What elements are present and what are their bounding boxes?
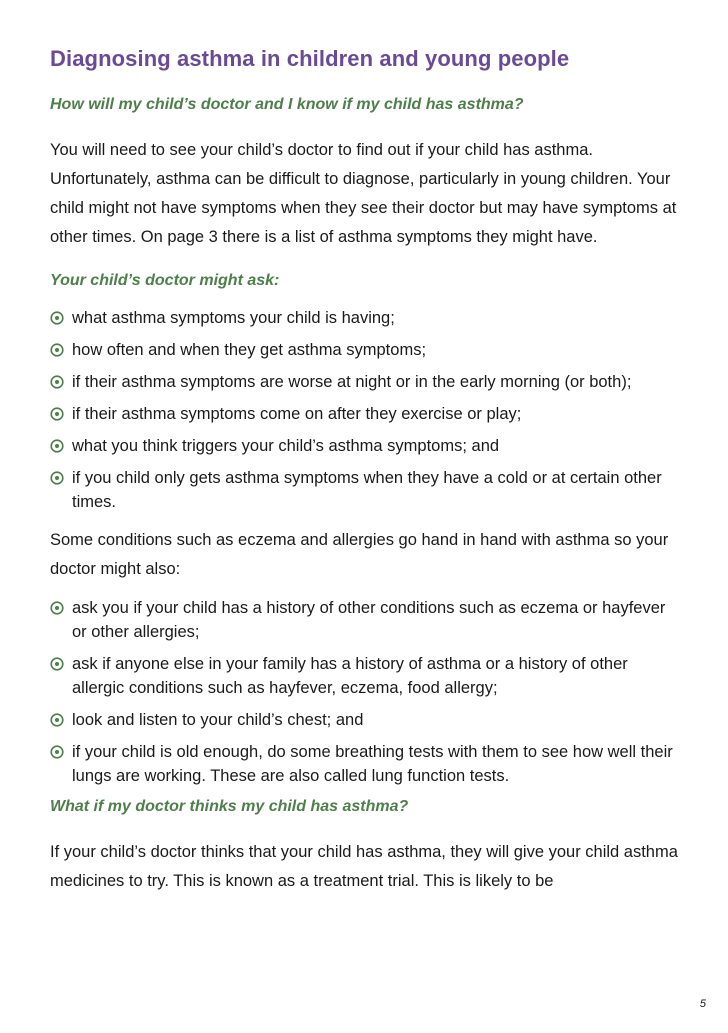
list-item — [50, 402, 680, 426]
list-item-text: ask you if your child has a history of other conditions such as eczema or hayfever or other allergies; — [72, 599, 666, 641]
list-item — [50, 466, 680, 514]
list-item-text: what you think triggers your child’s asthma symptoms; and — [72, 437, 500, 455]
list-item-text: if their asthma symptoms are worse at night or in the early morning (or both); — [72, 373, 632, 391]
subheading-how-will-doctor-know: How will my child’s doctor and I know if my child has asthma? — [50, 96, 524, 113]
list-item-text: look and listen to your child’s chest; and — [72, 711, 364, 729]
circled-dot-icon — [50, 407, 64, 421]
list-item — [50, 306, 680, 330]
list-item — [50, 740, 680, 788]
list-item-text: if your child is old enough, do some breathing tests with them to see how well their lungs are working. These are also called lung function tests. — [72, 743, 673, 785]
circled-dot-icon — [50, 745, 64, 759]
subheading-what-if-asthma: What if my doctor thinks my child has asthma? — [50, 798, 409, 815]
doctor-questions-list — [50, 306, 680, 514]
list-item — [50, 596, 680, 644]
circled-dot-icon — [50, 713, 64, 727]
page-title: Diagnosing asthma in children and young people — [50, 46, 570, 71]
list-item — [50, 434, 680, 458]
conditions-paragraph: Some conditions such as eczema and allergies go hand in hand with asthma so your doctor might also: — [50, 531, 669, 578]
list-item-text: ask if anyone else in your family has a history of asthma or a history of other allergic conditions such as hayfever, eczema, food allergy; — [72, 655, 628, 697]
list-item — [50, 370, 680, 394]
list-item-text: what asthma symptoms your child is having; — [72, 309, 395, 327]
list-item-text: if their asthma symptoms come on after they exercise or play; — [72, 405, 522, 423]
subheading-doctor-might-ask: Your child’s doctor might ask: — [50, 272, 280, 289]
list-item — [50, 652, 680, 700]
page-number: 5 — [699, 998, 706, 1010]
doctor-also-list — [50, 596, 680, 788]
intro-paragraph: You will need to see your child’s doctor to find out if your child has asthma. Unfortunately, asthma can be difficult to diagnose, particularly in young children. Your child might not have symptoms when they see their doctor but may have symptoms at other times. On page 3 there is a list of asthma symptoms they might have. — [50, 141, 677, 246]
circled-dot-icon — [50, 343, 64, 357]
list-item — [50, 708, 680, 732]
list-item-text: how often and when they get asthma symptoms; — [72, 341, 427, 359]
circled-dot-icon — [50, 471, 64, 485]
circled-dot-icon — [50, 439, 64, 453]
list-item — [50, 338, 680, 362]
treatment-paragraph: If your child’s doctor thinks that your child has asthma, they will give your child asthma medicines to try. This is known as a treatment trial. This is likely to be — [50, 843, 678, 890]
list-item-text: if you child only gets asthma symptoms when they have a cold or at certain other times. — [72, 469, 662, 511]
circled-dot-icon — [50, 657, 64, 671]
circled-dot-icon — [50, 601, 64, 615]
circled-dot-icon — [50, 375, 64, 389]
document-page — [50, 44, 680, 896]
circled-dot-icon — [50, 311, 64, 325]
